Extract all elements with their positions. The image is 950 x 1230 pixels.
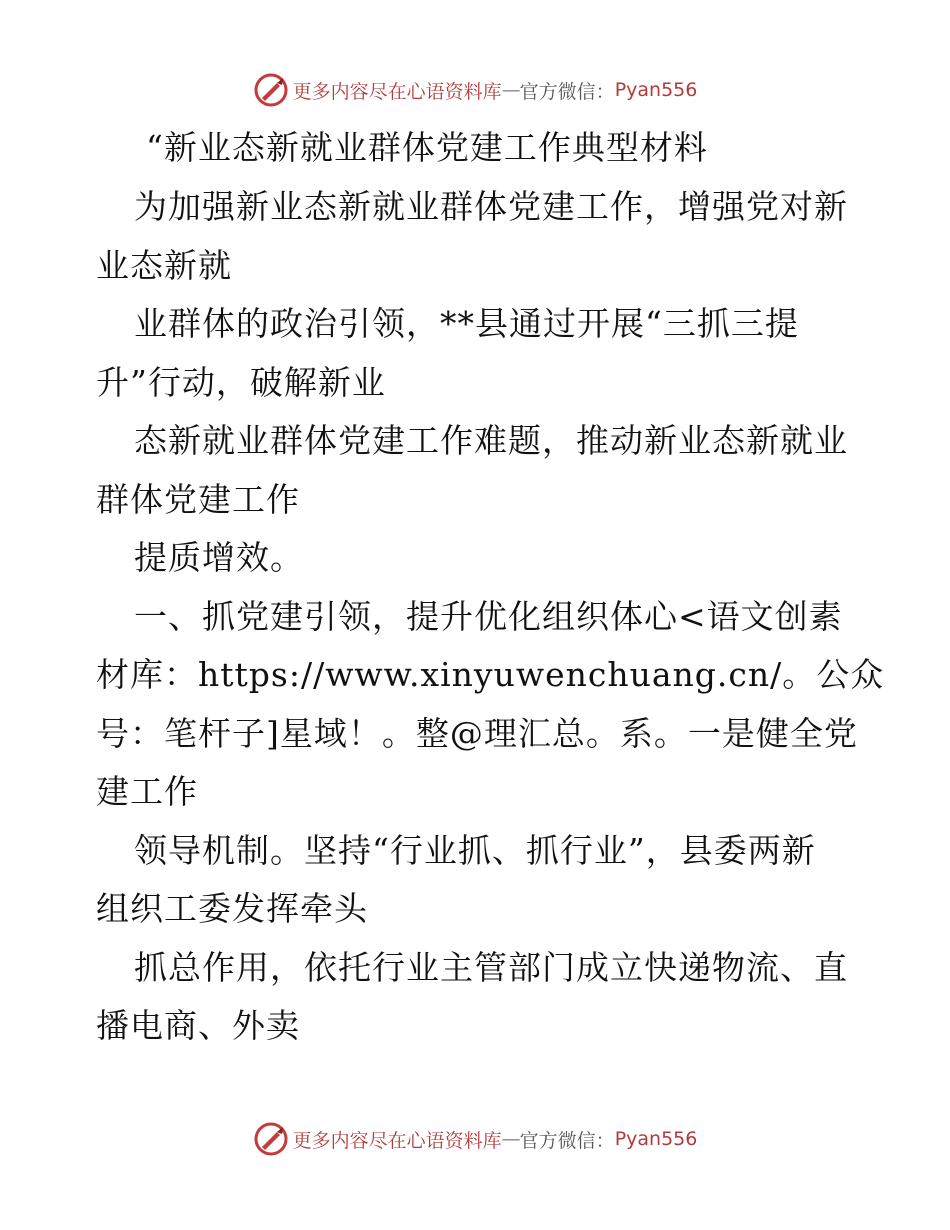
watermark-wechat-label: 官方微信： xyxy=(519,1129,615,1152)
quill-logo-icon xyxy=(253,72,289,108)
watermark-dash: — xyxy=(501,79,520,101)
document-line: 建工作 xyxy=(96,772,198,811)
footer-watermark xyxy=(0,1119,950,1159)
document-line: 提质增效。 xyxy=(134,538,304,577)
watermark-wechat-label: 官方微信： xyxy=(519,80,615,103)
document-line: 一、抓党建引领，提升优化组织体心<语文创素 xyxy=(134,596,843,636)
document-body xyxy=(96,122,885,1056)
document-line: 材库：https://www.xinyuwenchuang.cn/。公众 xyxy=(96,655,885,694)
document-line: 组织工委发挥牵头 xyxy=(96,889,368,928)
watermark-wechat-id: Pyan556 xyxy=(614,1128,698,1150)
document-line: 领导机制。坚持“行业抓、抓行业”，县委两新 xyxy=(134,830,816,870)
document-line: 升”行动，破解新业 xyxy=(96,362,386,402)
watermark-wechat-id: Pyan556 xyxy=(614,79,698,101)
document-line: 为加强新业态新就业群体党建工作，增强党对新 xyxy=(134,187,848,226)
watermark-site: 更多内容尽在心语资料库 xyxy=(292,80,502,103)
quill-logo-icon xyxy=(253,1121,289,1157)
document-title: “新业态新就业群体党建工作典型材料 xyxy=(146,128,708,167)
document-line: 态新就业群体党建工作难题，推动新业态新就业 xyxy=(134,421,848,460)
document-line: 抓总作用，依托行业主管部门成立快递物流、直 xyxy=(134,947,848,987)
document-line: 播电商、外卖 xyxy=(96,1006,300,1045)
watermark-dash: — xyxy=(501,1128,520,1150)
document-line: 业群体的政治引领，**县通过开展“三抓三提 xyxy=(134,304,799,343)
watermark-site: 更多内容尽在心语资料库 xyxy=(292,1129,502,1152)
document-line: 号：笔杆子]星域！。整@理汇总。系。一是健全党 xyxy=(96,713,858,753)
header-watermark xyxy=(0,70,950,110)
document-line: 群体党建工作 xyxy=(96,479,300,519)
document-line: 业态新就 xyxy=(96,245,232,285)
